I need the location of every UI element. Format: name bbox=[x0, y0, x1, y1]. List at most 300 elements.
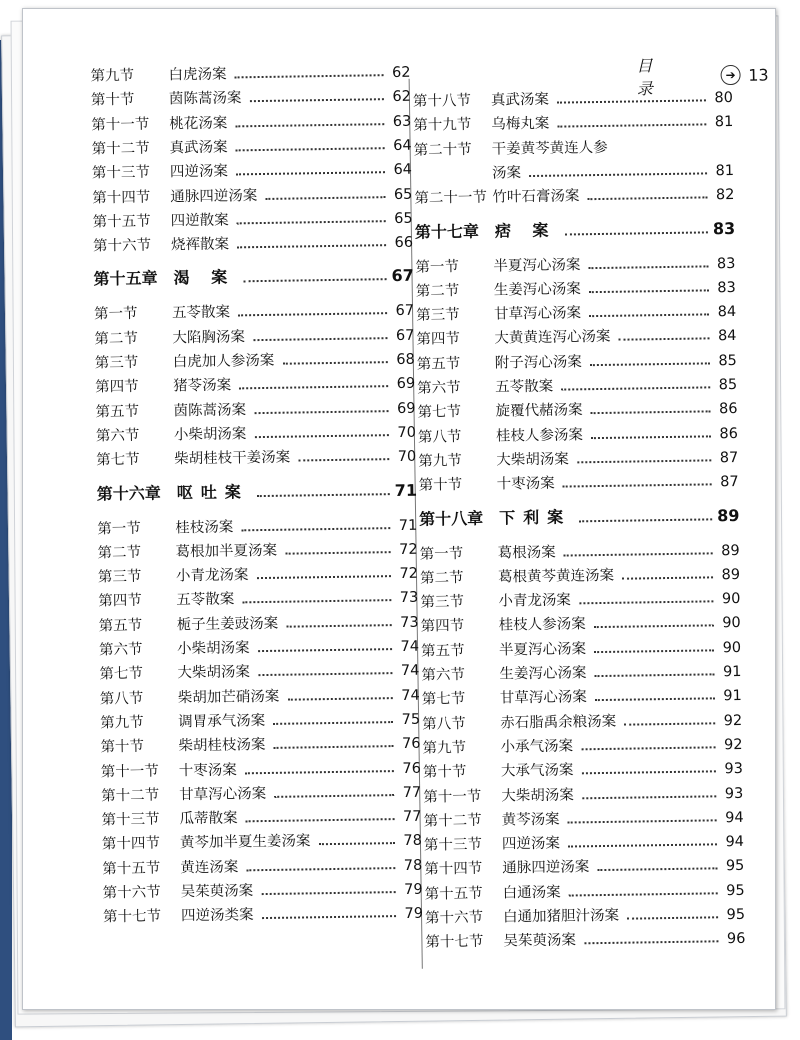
toc-entry bbox=[422, 682, 742, 709]
section-number: 第十四节 bbox=[102, 832, 180, 854]
dot-leader bbox=[242, 600, 391, 604]
section-number: 第十三节 bbox=[424, 833, 502, 855]
toc-entry bbox=[414, 157, 734, 184]
entry-title: 葛根汤案 bbox=[497, 540, 555, 562]
section-number: 第十四节 bbox=[92, 185, 170, 207]
dot-leader bbox=[246, 818, 395, 822]
section-number: 第五节 bbox=[99, 613, 177, 635]
page-number: 76 bbox=[398, 736, 420, 752]
section-number: 第九节 bbox=[100, 710, 178, 732]
dot-leader bbox=[590, 362, 710, 366]
section-number: 第一节 bbox=[94, 302, 172, 324]
entry-title: 甘草泻心汤案 bbox=[179, 782, 266, 804]
entry-title: 四逆汤案 bbox=[502, 832, 560, 854]
page-number: 79 bbox=[401, 906, 423, 922]
toc-entry bbox=[419, 536, 739, 563]
toc-entry bbox=[415, 249, 735, 276]
section-number: 第十二节 bbox=[423, 808, 501, 830]
entry-title: 大黄黄连泻心汤案 bbox=[494, 325, 610, 348]
toc-entry bbox=[98, 584, 418, 611]
dot-leader bbox=[588, 265, 708, 269]
entry-title: 桂枝人参汤案 bbox=[499, 613, 586, 635]
page-number: 74 bbox=[397, 639, 419, 655]
dot-leader bbox=[594, 673, 714, 677]
page-number: 92 bbox=[720, 713, 742, 729]
entry-title: 乌梅丸案 bbox=[491, 112, 549, 134]
toc-entry bbox=[413, 84, 733, 111]
page-number: 96 bbox=[723, 931, 745, 947]
toc-chapter-entry bbox=[415, 215, 735, 242]
entry-title: 四逆汤案 bbox=[170, 160, 228, 182]
header-page-number: 13 bbox=[748, 65, 769, 84]
page-number: 62 bbox=[388, 65, 410, 81]
chapter-title: 呕吐案 bbox=[177, 479, 249, 503]
entry-title: 大承气汤案 bbox=[501, 759, 574, 781]
section-number: 第十节 bbox=[100, 734, 178, 756]
entry-title: 小柴胡汤案 bbox=[177, 636, 250, 658]
dot-leader bbox=[237, 220, 386, 224]
dot-leader bbox=[261, 891, 396, 895]
section-number: 第六节 bbox=[421, 663, 499, 685]
dot-leader bbox=[624, 722, 715, 725]
section-number: 第八节 bbox=[100, 686, 178, 708]
toc-entry bbox=[97, 511, 417, 538]
entry-title: 旋覆代赭汤案 bbox=[495, 399, 582, 421]
entry-title: 桃花汤案 bbox=[169, 111, 227, 133]
page-number: 63 bbox=[389, 113, 411, 129]
section-number: 第十五节 bbox=[425, 881, 503, 903]
section-number: 第一节 bbox=[97, 516, 175, 538]
entry-title: 大陷胸汤案 bbox=[172, 325, 245, 347]
dot-leader bbox=[287, 697, 393, 701]
toc-entry bbox=[93, 205, 413, 232]
toc-entry bbox=[102, 827, 422, 854]
entry-title: 桂枝汤案 bbox=[175, 515, 233, 537]
dot-leader bbox=[565, 231, 708, 235]
dot-leader bbox=[273, 721, 393, 725]
dot-leader bbox=[594, 625, 714, 629]
toc-entry bbox=[94, 321, 414, 348]
toc-entry bbox=[98, 560, 418, 587]
dot-leader bbox=[249, 98, 384, 102]
entry-title: 柴胡加芒硝汤案 bbox=[178, 684, 280, 707]
section-number: 第九节 bbox=[90, 63, 168, 85]
chapter-number: 第十六章 bbox=[97, 480, 161, 504]
dot-leader bbox=[262, 915, 397, 919]
page-number: 65 bbox=[390, 186, 412, 202]
entry-title: 十枣汤案 bbox=[179, 758, 237, 780]
page-number: 89 bbox=[718, 542, 740, 558]
section-number: 第二十节 bbox=[414, 137, 492, 159]
entry-title: 五苓散案 bbox=[172, 301, 230, 323]
toc-entry bbox=[423, 779, 743, 806]
toc-entry bbox=[418, 444, 738, 471]
entry-title: 白虎汤案 bbox=[168, 63, 226, 85]
toc-entry bbox=[90, 59, 410, 86]
toc-entry bbox=[102, 851, 422, 878]
section-number: 第十一节 bbox=[91, 112, 169, 134]
page-number: 93 bbox=[721, 785, 743, 801]
section-number: 第十九节 bbox=[413, 113, 491, 135]
chapter-number: 第十五章 bbox=[93, 266, 157, 290]
entry-title: 烧裈散案 bbox=[171, 233, 229, 255]
section-number: 第八节 bbox=[422, 711, 500, 733]
toc-entry bbox=[103, 900, 423, 927]
dot-leader bbox=[245, 770, 394, 774]
section-number: 第三节 bbox=[95, 350, 173, 372]
dot-leader bbox=[568, 819, 717, 823]
dot-leader bbox=[589, 313, 709, 317]
page-number: 79 bbox=[401, 882, 423, 898]
toc-entry bbox=[420, 585, 740, 612]
section-number: 第四节 bbox=[95, 375, 173, 397]
dot-leader bbox=[253, 337, 388, 341]
toc-entry bbox=[420, 561, 740, 588]
section-number: 第十四节 bbox=[424, 857, 502, 879]
page-number: 89 bbox=[718, 567, 740, 583]
page-number: 94 bbox=[722, 810, 744, 826]
dot-leader bbox=[564, 552, 713, 556]
dot-leader bbox=[298, 458, 389, 461]
entry-title: 白虎加人参汤案 bbox=[173, 349, 275, 372]
dot-leader bbox=[243, 279, 386, 283]
toc-entry bbox=[99, 608, 419, 635]
dot-leader bbox=[265, 196, 385, 200]
toc-entry bbox=[413, 108, 733, 135]
section-number: 第六节 bbox=[417, 376, 495, 398]
dot-leader bbox=[568, 843, 717, 847]
dot-leader bbox=[561, 386, 710, 390]
entry-title: 吴茱萸汤案 bbox=[180, 879, 253, 901]
page-number: 78 bbox=[400, 833, 422, 849]
dot-leader bbox=[529, 172, 707, 177]
page-number: 64 bbox=[390, 162, 412, 178]
page-number: 83 bbox=[713, 218, 735, 237]
dot-leader bbox=[557, 99, 706, 103]
dot-leader bbox=[597, 868, 717, 872]
entry-title: 十枣汤案 bbox=[496, 472, 554, 494]
toc-entry bbox=[422, 707, 742, 734]
dot-leader bbox=[236, 171, 385, 175]
toc-entry bbox=[414, 181, 734, 208]
page-number: 69 bbox=[393, 400, 415, 416]
section-number: 第四节 bbox=[421, 614, 499, 636]
entry-title: 小青龙汤案 bbox=[498, 589, 571, 611]
entry-title: 小承气汤案 bbox=[500, 734, 573, 756]
entry-title: 附子泻心汤案 bbox=[495, 350, 582, 372]
entry-title: 通脉四逆汤案 bbox=[170, 184, 257, 206]
dot-leader bbox=[577, 459, 712, 463]
page-number: 71 bbox=[395, 480, 417, 499]
arrow-right-icon: ➔ bbox=[721, 65, 741, 85]
entry-title: 大柴胡汤案 bbox=[177, 661, 250, 683]
entry-title: 黄芩加半夏生姜汤案 bbox=[180, 830, 311, 853]
page-number: 76 bbox=[399, 760, 421, 776]
entry-title: 小青龙汤案 bbox=[176, 563, 249, 585]
toc-entry bbox=[91, 83, 411, 110]
section-number: 第七节 bbox=[417, 400, 495, 422]
section-number: 第五节 bbox=[421, 638, 499, 660]
dot-leader bbox=[582, 795, 717, 799]
section-number: 第十六节 bbox=[425, 906, 503, 928]
dot-leader bbox=[285, 551, 391, 555]
section-number: 第四节 bbox=[98, 589, 176, 611]
section-number: 第七节 bbox=[96, 448, 174, 470]
page-number: 74 bbox=[397, 663, 419, 679]
toc-entry bbox=[423, 755, 743, 782]
entry-title: 大柴胡汤案 bbox=[496, 447, 569, 469]
chapter-number: 第十八章 bbox=[419, 505, 483, 529]
dot-leader bbox=[579, 600, 714, 604]
entry-title: 栀子生姜豉汤案 bbox=[177, 611, 279, 634]
entry-title: 桂枝人参汤案 bbox=[496, 423, 583, 445]
entry-title: 吴茱萸汤案 bbox=[503, 929, 576, 951]
page-number: 83 bbox=[713, 255, 735, 271]
section-number: 第二十一节 bbox=[414, 186, 492, 208]
section-number: 第一节 bbox=[415, 254, 493, 276]
toc-entry bbox=[95, 370, 415, 397]
dot-leader bbox=[581, 746, 716, 750]
page-number: 65 bbox=[391, 211, 413, 227]
page-number: 67 bbox=[391, 266, 413, 285]
entry-title: 甘草泻心汤案 bbox=[494, 301, 581, 323]
section-number: 第九节 bbox=[422, 735, 500, 757]
toc-entry bbox=[97, 536, 417, 563]
page-number: 70 bbox=[394, 425, 416, 441]
dot-leader bbox=[258, 648, 393, 652]
dot-leader bbox=[238, 313, 387, 317]
page-number: 73 bbox=[397, 614, 419, 630]
section-number: 第二节 bbox=[420, 565, 498, 587]
section-number: 第十三节 bbox=[101, 807, 179, 829]
toc-column-right bbox=[412, 4, 732, 9]
page-number: 93 bbox=[721, 761, 743, 777]
toc-entry bbox=[96, 443, 416, 470]
dot-leader bbox=[563, 484, 712, 488]
page-number: 84 bbox=[714, 304, 736, 320]
page-number: 67 bbox=[392, 303, 414, 319]
toc-entry bbox=[422, 731, 742, 758]
toc-entry bbox=[91, 107, 411, 134]
dot-leader bbox=[557, 124, 706, 128]
chapter-number: 第十七章 bbox=[415, 218, 479, 242]
toc-entry bbox=[101, 779, 421, 806]
toc-entry bbox=[95, 346, 415, 373]
entry-title: 调胃承气汤案 bbox=[178, 709, 265, 731]
section-number: 第十一节 bbox=[101, 759, 179, 781]
section-number: 第七节 bbox=[422, 687, 500, 709]
dot-leader bbox=[257, 493, 390, 497]
toc-entry bbox=[417, 395, 737, 422]
toc-entry bbox=[416, 298, 736, 325]
section-number: 第十三节 bbox=[92, 161, 170, 183]
section-number: 第二节 bbox=[416, 278, 494, 300]
entry-title: 葛根加半夏汤案 bbox=[175, 539, 277, 562]
entry-title: 生姜泻心汤案 bbox=[494, 277, 581, 299]
section-number: 第九节 bbox=[418, 448, 496, 470]
dot-leader bbox=[591, 435, 711, 439]
entry-title: 半夏泻心汤案 bbox=[499, 637, 586, 659]
dot-leader bbox=[318, 842, 395, 845]
entry-title: 半夏泻心汤案 bbox=[493, 253, 580, 275]
toc-entry bbox=[416, 274, 736, 301]
entry-title: 真武汤案 bbox=[491, 88, 549, 110]
section-number: 第三节 bbox=[98, 564, 176, 586]
dot-leader bbox=[591, 411, 711, 415]
page-number: 64 bbox=[389, 138, 411, 154]
toc-entry bbox=[100, 681, 420, 708]
page-number: 73 bbox=[396, 590, 418, 606]
page-number: 72 bbox=[396, 566, 418, 582]
page-number: 90 bbox=[719, 640, 741, 656]
page-number: 74 bbox=[398, 687, 420, 703]
dot-leader bbox=[246, 867, 395, 871]
entry-title: 四逆汤类案 bbox=[181, 904, 254, 926]
toc-entry bbox=[100, 730, 420, 757]
section-number bbox=[414, 182, 492, 183]
chapter-title: 痞 案 bbox=[495, 217, 557, 241]
page-number: 82 bbox=[712, 187, 734, 203]
section-number: 第五节 bbox=[417, 351, 495, 373]
dot-leader bbox=[235, 123, 384, 127]
entry-title: 黄连汤案 bbox=[180, 855, 238, 877]
page-number: 95 bbox=[722, 858, 744, 874]
page-number: 91 bbox=[720, 688, 742, 704]
toc-entry bbox=[91, 132, 411, 159]
entry-title: 柴胡桂枝汤案 bbox=[178, 733, 265, 755]
toc-entry bbox=[99, 657, 419, 684]
section-number: 第十节 bbox=[418, 473, 496, 495]
section-number: 第三节 bbox=[416, 303, 494, 325]
entry-title: 生姜泻心汤案 bbox=[499, 661, 586, 683]
page-number: 81 bbox=[712, 163, 734, 179]
dot-leader bbox=[584, 941, 719, 945]
section-number: 第十七节 bbox=[103, 905, 181, 927]
toc-entry bbox=[425, 925, 745, 952]
dot-leader bbox=[274, 745, 394, 749]
entry-title: 赤石脂禹余粮汤案 bbox=[500, 709, 616, 732]
entry-title: 瓜蒂散案 bbox=[179, 807, 237, 829]
page-number: 86 bbox=[715, 401, 737, 417]
page-number: 90 bbox=[718, 591, 740, 607]
toc-entry bbox=[417, 371, 737, 398]
dot-leader bbox=[235, 74, 384, 78]
page-number: 68 bbox=[393, 352, 415, 368]
section-number: 第一节 bbox=[419, 541, 497, 563]
section-number: 第十节 bbox=[423, 760, 501, 782]
section-number: 第六节 bbox=[99, 637, 177, 659]
toc-entry bbox=[421, 609, 741, 636]
entry-title: 竹叶石膏汤案 bbox=[492, 184, 579, 206]
entry-title: 白通加猪胆汁汤案 bbox=[503, 904, 619, 927]
section-number: 第十八节 bbox=[413, 89, 491, 111]
section-number: 第二节 bbox=[94, 326, 172, 348]
dot-leader bbox=[237, 244, 386, 248]
dot-leader bbox=[236, 147, 385, 151]
dot-leader bbox=[581, 771, 716, 775]
entry-title: 茵陈蒿汤案 bbox=[173, 398, 246, 420]
toc-entry bbox=[418, 468, 738, 495]
entry-title: 干姜黄芩黄连人参 bbox=[491, 135, 607, 158]
page-number: 94 bbox=[722, 834, 744, 850]
page-number: 77 bbox=[399, 784, 421, 800]
page-number: 87 bbox=[717, 474, 739, 490]
section-number: 第十五节 bbox=[93, 209, 171, 231]
page-number: 95 bbox=[723, 883, 745, 899]
page-number: 92 bbox=[720, 737, 742, 753]
section-number: 第十六节 bbox=[93, 233, 171, 255]
dot-leader bbox=[587, 197, 707, 201]
dot-leader bbox=[627, 916, 718, 919]
page-number: 66 bbox=[391, 235, 413, 251]
chapter-title: 渴 案 bbox=[173, 265, 235, 289]
page-number: 69 bbox=[393, 376, 415, 392]
dot-leader bbox=[241, 527, 390, 531]
page-number: 91 bbox=[719, 664, 741, 680]
entry-title: 五苓散案 bbox=[176, 588, 234, 610]
toc-entry bbox=[424, 852, 744, 879]
dot-leader bbox=[622, 576, 713, 579]
section-number: 第二节 bbox=[97, 540, 175, 562]
page-number: 87 bbox=[716, 450, 738, 466]
dot-leader bbox=[256, 575, 391, 579]
entry-title: 大柴胡汤案 bbox=[501, 783, 574, 805]
entry-title: 汤案 bbox=[492, 161, 521, 182]
section-number: 第四节 bbox=[416, 327, 494, 349]
section-number: 第十节 bbox=[91, 88, 169, 110]
toc-entry bbox=[92, 180, 412, 207]
entry-title: 白通汤案 bbox=[503, 880, 561, 902]
entry-title: 小柴胡汤案 bbox=[174, 422, 247, 444]
toc-entry bbox=[417, 347, 737, 374]
page-number: 62 bbox=[389, 89, 411, 105]
page-number: 90 bbox=[719, 615, 741, 631]
toc-entry bbox=[99, 633, 419, 660]
toc-entry bbox=[101, 803, 421, 830]
dot-leader bbox=[254, 434, 389, 438]
toc-chapter-entry bbox=[93, 263, 413, 290]
section-number: 第六节 bbox=[96, 423, 174, 445]
section-number: 第十六节 bbox=[102, 880, 180, 902]
toc-entry bbox=[95, 394, 415, 421]
entry-title: 柴胡桂枝干姜汤案 bbox=[174, 446, 290, 469]
chapter-title: 下利案 bbox=[499, 504, 571, 528]
section-number: 第十二节 bbox=[91, 136, 169, 158]
entry-title: 猪苓汤案 bbox=[173, 374, 231, 396]
section-number: 第五节 bbox=[95, 399, 173, 421]
section-number: 第十五节 bbox=[102, 856, 180, 878]
section-number: 第三节 bbox=[420, 590, 498, 612]
dot-leader bbox=[254, 410, 389, 414]
dot-leader bbox=[569, 892, 718, 896]
entry-title: 通脉四逆汤案 bbox=[502, 856, 589, 878]
toc-entry bbox=[93, 229, 413, 256]
entry-title: 茵陈蒿汤案 bbox=[169, 87, 242, 109]
toc-entry bbox=[424, 828, 744, 855]
page-number: 83 bbox=[714, 280, 736, 296]
toc-entry bbox=[418, 420, 738, 447]
toc-entry bbox=[100, 706, 420, 733]
toc-entry bbox=[425, 901, 745, 928]
toc-entry bbox=[101, 754, 421, 781]
toc-entry bbox=[92, 156, 412, 183]
dot-leader bbox=[258, 672, 393, 676]
page-number: 78 bbox=[400, 857, 422, 873]
toc-chapter-entry bbox=[97, 477, 417, 504]
entry-title: 甘草泻心汤案 bbox=[500, 686, 587, 708]
toc-page bbox=[22, 8, 776, 1010]
section-number: 第十二节 bbox=[101, 783, 179, 805]
